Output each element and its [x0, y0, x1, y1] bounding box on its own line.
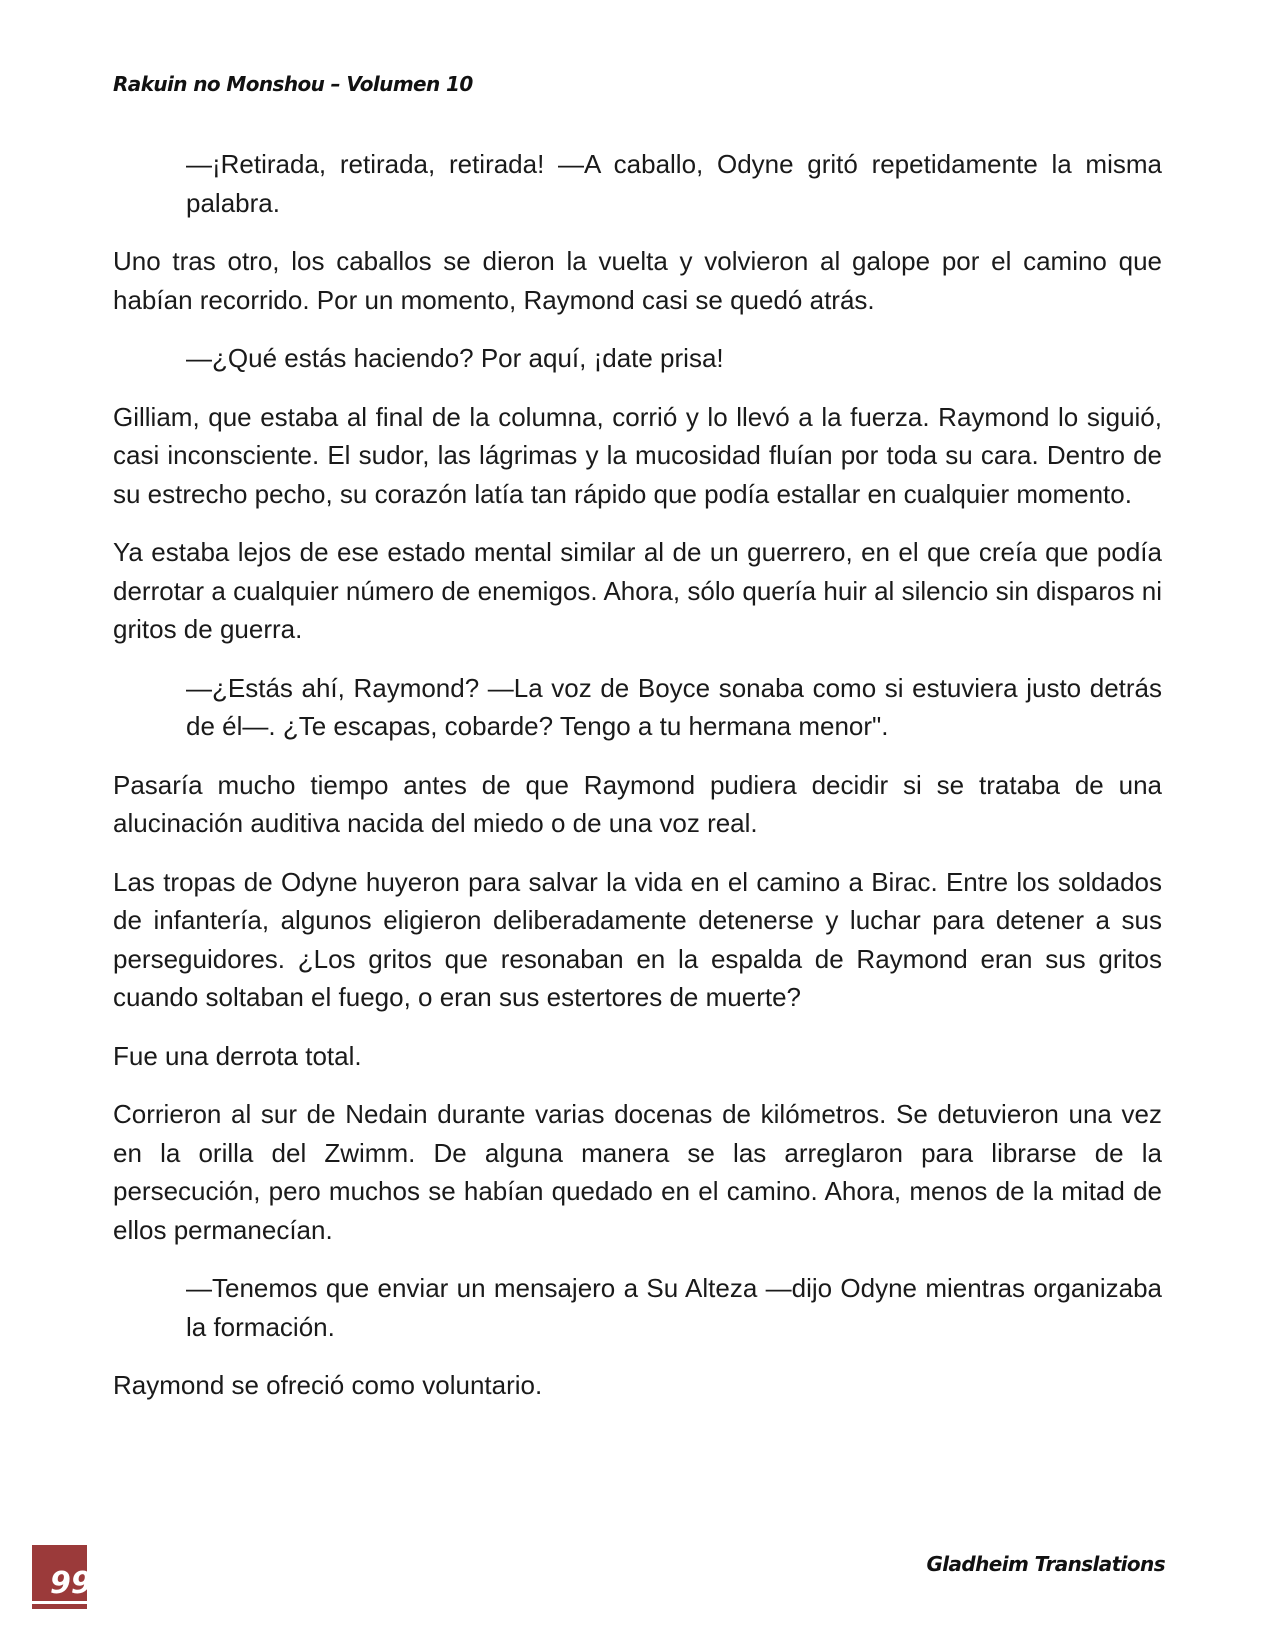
paragraph: Fue una derrota total. [113, 1040, 362, 1071]
paragraph: Ya estaba lejos de ese estado mental similar al de un guerrero, en el que creía que podía derrotar a cualquier número de enemigos. Ahora, sólo quería huir al silencio sin disparos ni gritos de guerra. [113, 537, 1162, 644]
page-number: 99 [50, 1566, 92, 1601]
running-header-title: Rakuin no Monshou – Volumen 10 [113, 72, 473, 96]
paragraph: Corrieron al sur de Nedain durante varias docenas de kilómetros. Se detuvieron una vez en la orilla del Zwimm. De alguna manera se las arreglaron para librarse de la persecución, pero muchos se habían quedado en el camino. Ahora, menos de la mitad de ellos permanecían. [113, 1099, 1162, 1245]
paragraph: Raymond se ofreció como voluntario. [113, 1370, 543, 1400]
paragraph-dialogue: —Tenemos que enviar un mensajero a Su Alteza —dijo Odyne mientras organizaba la formación. [186, 1273, 1162, 1342]
footer-credit: Gladheim Translations [926, 1552, 1165, 1576]
paragraph-dialogue: —¡Retirada, retirada, retirada! —A caballo, Odyne gritó repetidamente la misma palabra. [186, 149, 1162, 218]
page-body [113, 145, 1162, 1425]
page-number-underline [32, 1601, 87, 1604]
paragraph: Pasaría mucho tiempo antes de que Raymond pudiera decidir si se trataba de una alucinación auditiva nacida del miedo o de una voz real. [113, 769, 1162, 838]
paragraph-dialogue: —¿Estás ahí, Raymond? —La voz de Boyce sonaba como si estuviera justo detrás de él—. ¿Te escapas, cobarde? Tengo a tu hermana menor". [186, 672, 1162, 741]
paragraph: Las tropas de Odyne huyeron para salvar la vida en el camino a Birac. Entre los soldados de infantería, algunos eligieron deliberadamente detenerse y luchar para detener a sus perseguidores. ¿Los gritos que resonaban en la espalda de Raymond eran sus gritos cuando soltaban el fuego, o eran sus estertores de muerte? [113, 866, 1162, 1012]
paragraph-dialogue: —¿Qué estás haciendo? Por aquí, ¡date prisa! [186, 343, 724, 373]
paragraph: Gilliam, que estaba al final de la columna, corrió y lo llevó a la fuerza. Raymond lo siguió, casi inconsciente. El sudor, las lágrimas y la mucosidad fluían por toda su cara. Dentro de su estrecho pecho, su corazón latía tan rápido que podía estallar en cualquier momento. [113, 401, 1162, 509]
paragraph: Uno tras otro, los caballos se dieron la vuelta y volvieron al galope por el camino que habían recorrido. Por un momento, Raymond casi se quedó atrás. [113, 246, 1162, 315]
